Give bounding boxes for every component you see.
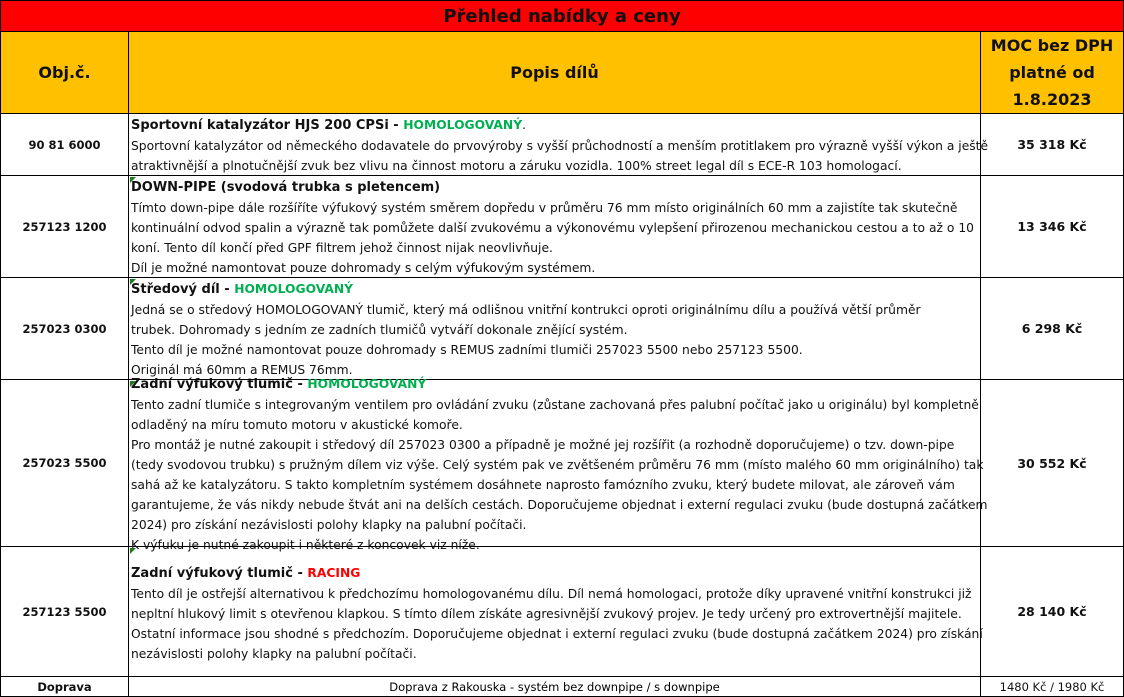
row-title: Středový díl - (131, 282, 235, 297)
desc-line: Tento díl je ostřejší alternativou k předchozímu homologovanému dílu. Díl nemá homologaci, protože díky upravené vnitřní konstrukci již (131, 587, 972, 601)
title-row (1, 1, 1124, 32)
desc-line: Pro montáž je nutné zakoupit i středový díl 257023 0300 a případně je možné jej rozšířit (a rozhodně doporučujeme) o tzv. down-pipe (131, 438, 955, 452)
desc-line: kontinuální odvod spalin a výrazně tak pomůžete další zvukovému a výkonovému vylepšení přirozenou mechanickou cestou a to až o 10 (131, 221, 974, 235)
desc-line: nepltní hlukový limit s otevřenou klapkou. S tímto dílem získáte agresivnější zvukový projev. Je tedy určený pro extrovertnější majitele. (131, 607, 962, 621)
desc-line: sahá až ke katalyzátoru. S takto kompletním systémem dosáhnete naprosto famózního zvuku, který budete milovat, ale zároveň vám (131, 478, 955, 492)
desc-line: trubek. Dohromady s jedním ze zadních tlumičů vytváří dokonale znějící systém. (131, 323, 628, 337)
row-code[interactable]: 257123 1200 (1, 176, 129, 278)
desc-line: atraktivnější a plnotučnější zvuk bez vlivu na činnost motoru a záruku vozidla. 100% street legal díl s ECE-R 103 homologací. (131, 159, 902, 173)
comment-marker-icon (130, 279, 136, 285)
desc-line: Sportovní katalyzátor od německého dodavatele do prvovýroby s vyšší průchodností a menším protitlakem pro výrazně vyšší výkon a ještě (131, 139, 989, 153)
header-price-l1: MOC bez DPH (990, 36, 1114, 55)
row-price[interactable]: 6 298 Kč (981, 278, 1124, 380)
footer-code[interactable]: Doprava (1, 677, 129, 697)
table-row (1, 278, 1124, 380)
row-title: Zadní výfukový tlumič - (131, 377, 308, 392)
row-desc[interactable] (129, 547, 981, 677)
desc-line: Tento díl je možné namontovat pouze dohromady s REMUS zadními tlumiči 257023 5500 nebo 257123 5500. (131, 343, 803, 357)
row-price[interactable]: 35 318 Kč (981, 114, 1124, 176)
row-desc[interactable] (129, 176, 981, 278)
desc-line: Díl je možné namontovat pouze dohromady s celým výfukovým systémem. (131, 261, 596, 275)
row-code[interactable]: 257023 5500 (1, 380, 129, 547)
row-code[interactable]: 90 81 6000 (1, 114, 129, 176)
desc-line: Jedná se o středový HOMOLOGOVANÝ tlumič, který má odlišnou vnitřní kontrukci oproti originálnímu dílu a používá větší průměr (131, 303, 921, 317)
comment-marker-icon (130, 548, 136, 554)
row-price[interactable]: 28 140 Kč (981, 547, 1124, 677)
row-title: Sportovní katalyzátor HJS 200 CPSi - (131, 118, 404, 133)
table-row (1, 547, 1124, 677)
header-price[interactable] (981, 32, 1124, 114)
homolog-tag: HOMOLOGOVANÝ (307, 377, 427, 391)
desc-line: nezávislosti polohy klapky na palubní počítači. (131, 647, 417, 661)
desc-line: 2024) pro získání nezávislosti polohy klapky na palubní počítači. (131, 518, 527, 532)
footer-desc[interactable]: Doprava z Rakouska - systém bez downpipe / s downpipe (129, 677, 981, 697)
desc-line: odladěný na míru tomuto motoru v akustické komoře. (131, 418, 463, 432)
row-code[interactable]: 257023 0300 (1, 278, 129, 380)
header-row (1, 32, 1124, 114)
comment-marker-icon (130, 177, 136, 183)
row-desc[interactable] (129, 377, 988, 552)
sheet-title[interactable]: Přehled nabídky a ceny (1, 1, 1124, 32)
header-desc[interactable]: Popis dílů (129, 32, 981, 114)
footer-price[interactable]: 1480 Kč / 1980 Kč (981, 677, 1124, 697)
table-row (1, 114, 1124, 176)
header-code[interactable]: Obj.č. (1, 32, 129, 114)
row-title: DOWN-PIPE (svodová trubka s pletencem) (131, 180, 441, 195)
homolog-tag: HOMOLOGOVANÝ (234, 282, 354, 296)
row-code[interactable]: 257123 5500 (1, 547, 129, 677)
row-price[interactable]: 30 552 Kč (981, 380, 1124, 547)
footer-row (1, 677, 1124, 697)
desc-line: Tento zadní tlumiče s integrovaným ventilem pro ovládání zvuku (zůstane zachovaná přes palubní počítač jako u originálu) byl kompletně (131, 398, 979, 412)
desc-line: Ostatní informace jsou shodné s předchozím. Doporučujeme objednat i externí regulaci zvuku (bude dostupná začátkem 2024) pro získání (131, 627, 983, 641)
desc-line: K výfuku je nutné zakoupit i některé z koncovek viz níže. (131, 538, 480, 552)
desc-line: Tímto down-pipe dále rozšíříte výfukový systém směrem dopředu v průměru 76 mm místo originálních 60 mm a zajistíte tak skutečně (131, 201, 958, 215)
header-price-l3: 1.8.2023 (1012, 90, 1092, 109)
comment-marker-icon (130, 381, 136, 387)
row-desc[interactable] (129, 114, 989, 176)
homolog-tag: HOMOLOGOVANÝ (403, 118, 523, 132)
header-price-l2: platné od (1009, 63, 1095, 82)
row-desc[interactable] (129, 278, 981, 380)
desc-line: (tedy svodovou trubku) s pružným dílem viz výše. Celý systém pak ve zvětšeném průměru 76 mm (místo malého 60 mm originálního) tak (131, 458, 984, 472)
desc-line: garantujeme, že vás nikdy nebude štvát ani na delších cestách. Doporučujeme objednat i externí regulaci zvuku (bude dostupná začátkem (131, 498, 988, 512)
desc-line: koní. Tento díl končí před GPF filtrem jehož činnost nijak neovlivňuje. (131, 241, 553, 255)
row-title-suffix: . (522, 118, 527, 132)
row-title: Zadní výfukový tlumič - (131, 566, 308, 581)
desc-line: Originál má 60mm a REMUS 76mm. (131, 363, 353, 377)
row-price[interactable]: 13 346 Kč (981, 176, 1124, 278)
table-row (1, 380, 1124, 547)
table-row (1, 176, 1124, 278)
racing-tag: RACING (307, 566, 361, 580)
